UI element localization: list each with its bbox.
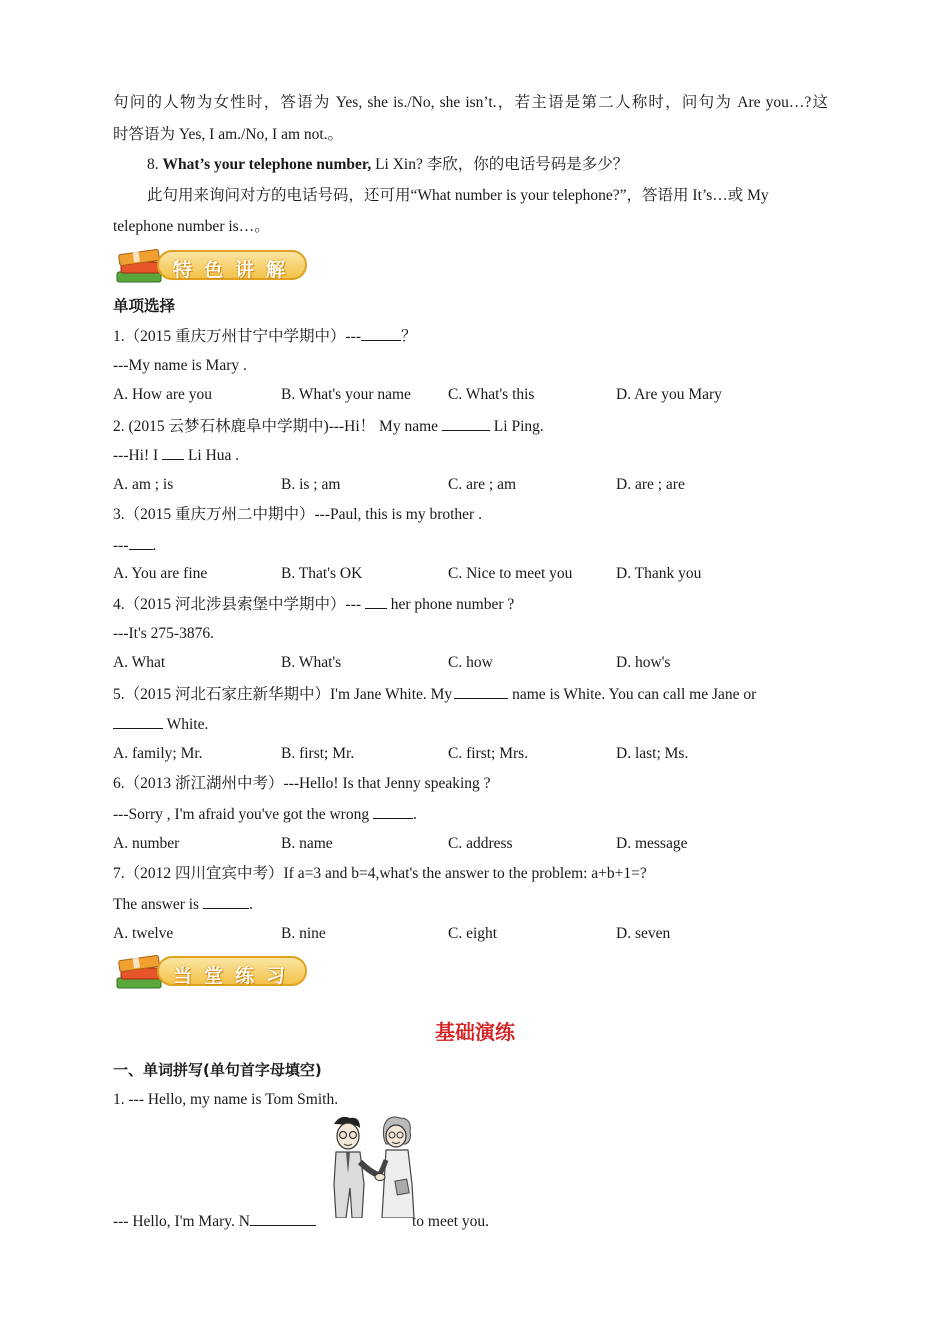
q2-option-a: A. am ; is bbox=[113, 476, 174, 493]
q3-option-d: D. Thank you bbox=[616, 565, 702, 582]
question-7-reply-end: . bbox=[248, 896, 253, 913]
answer-blank bbox=[361, 326, 401, 341]
question-5 bbox=[113, 684, 756, 705]
q6-option-c: C. address bbox=[448, 835, 513, 852]
q3-option-b: B. That's OK bbox=[281, 565, 363, 582]
question-6-reply bbox=[113, 804, 417, 825]
q3-option-c: C. Nice to meet you bbox=[448, 565, 573, 582]
question-3-stem: 3.（2015 重庆万州二中期中）---Paul, this is my brother . bbox=[113, 506, 482, 523]
question-3-reply bbox=[113, 535, 156, 556]
section-badge-features bbox=[113, 244, 309, 288]
q5-option-b: B. first; Mr. bbox=[281, 745, 355, 762]
q7-option-b: B. nine bbox=[281, 925, 326, 942]
q1-option-b: B. What's your name bbox=[281, 386, 411, 403]
answer-blank bbox=[454, 684, 508, 699]
question-4-stem-end: her phone number ? bbox=[386, 596, 515, 613]
handshake-illustration bbox=[326, 1114, 422, 1218]
answer-blank bbox=[373, 804, 413, 819]
q5-option-d: D. last; Ms. bbox=[616, 745, 689, 762]
question-7-reply-start: The answer is bbox=[113, 896, 203, 913]
question-4-reply: ---It's 275-3876. bbox=[113, 625, 214, 642]
intro-line-2: 时答语为 Yes, I am./No, I am not.。 bbox=[113, 126, 344, 143]
question-7-stem: 7.（2012 四川宜宾中考）If a=3 and b=4,what's the answer to the problem: a+b+1=? bbox=[113, 865, 647, 882]
q1-option-d: D. Are you Mary bbox=[616, 386, 722, 403]
question-5-stem: 5.（2015 河北石家庄新华期中）I'm Jane White. My bbox=[113, 686, 453, 703]
answer-blank bbox=[162, 445, 184, 460]
question-3-reply-start: --- bbox=[113, 537, 129, 554]
question-5-continued-text: White. bbox=[163, 716, 209, 733]
q4-option-a: A. What bbox=[113, 654, 166, 671]
question-6-stem: 6.（2013 浙江湖州中考）---Hello! Is that Jenny speaking ? bbox=[113, 775, 491, 792]
question-2-reply-end: Li Hua . bbox=[184, 447, 240, 464]
question-2-stem-end: Li Ping. bbox=[489, 418, 544, 435]
intro-line-4: 此句用来询问对方的电话号码，还可用“What number is your telephone?”，答语用 It’s…或 My bbox=[147, 187, 769, 204]
question-1 bbox=[113, 326, 417, 347]
q2-option-b: B. is ; am bbox=[281, 476, 341, 493]
q4-option-b: B. What's bbox=[281, 654, 342, 671]
badge-features-label: 特色讲解 bbox=[173, 259, 298, 281]
question-1-reply: ---My name is Mary . bbox=[113, 357, 247, 374]
q2-option-d: D. are ; are bbox=[616, 476, 685, 493]
intro-line-3-rest: Li Xin? 李欣，你的电话号码是多少？ bbox=[371, 156, 629, 173]
q7-option-d: D. seven bbox=[616, 925, 671, 942]
badge-practice-label: 当堂练习 bbox=[173, 965, 298, 987]
q6-option-a: A. number bbox=[113, 835, 180, 852]
part-1-answer-1-end: to meet you. bbox=[411, 1213, 490, 1230]
answer-blank bbox=[365, 594, 387, 609]
part-1-question-1: 1. --- Hello, my name is Tom Smith. bbox=[113, 1091, 339, 1108]
q1-option-a: A. How are you bbox=[113, 386, 213, 403]
q5-option-c: C. first; Mrs. bbox=[448, 745, 529, 762]
q3-option-a: A. You are fine bbox=[113, 565, 208, 582]
question-6-reply-end: . bbox=[412, 806, 417, 823]
question-3-reply-end: . bbox=[152, 537, 157, 554]
question-1-stem-end: ？ bbox=[401, 328, 417, 345]
q7-option-c: C. eight bbox=[448, 925, 498, 942]
section-badge-practice bbox=[113, 950, 309, 994]
part-1-answer-1-start: --- Hello, I'm Mary. N bbox=[113, 1213, 250, 1230]
intro-line-3 bbox=[147, 155, 628, 175]
answer-blank bbox=[113, 714, 163, 729]
question-7-reply bbox=[113, 894, 253, 915]
question-2-reply-start: ---Hi! I bbox=[113, 447, 163, 464]
answer-blank bbox=[203, 894, 249, 909]
question-5-continued bbox=[113, 714, 208, 735]
question-5-stem-end: name is White. You can call me Jane or bbox=[508, 686, 757, 703]
answer-blank bbox=[442, 416, 490, 431]
intro-line-5: telephone number is…。 bbox=[113, 218, 270, 235]
part-1-title: 一、单词拼写(单句首字母填空) bbox=[113, 1061, 322, 1079]
question-6-reply-start: ---Sorry , I'm afraid you've got the wrong bbox=[113, 806, 373, 823]
question-2-reply bbox=[113, 445, 239, 466]
question-1-stem: 1.（2015 重庆万州甘宁中学期中）--- bbox=[113, 328, 361, 345]
q4-option-d: D. how's bbox=[616, 654, 671, 671]
question-4-stem: 4.（2015 河北涉县索堡中学期中）--- bbox=[113, 596, 365, 613]
intro-line-1: 句问的人物为女性时，答语为 Yes, she is./No, she isn’t.，若主语是第二人称时，问句为 Are you…?这 bbox=[113, 94, 828, 111]
q2-option-c: C. are ; am bbox=[448, 476, 517, 493]
question-2 bbox=[113, 416, 544, 437]
q1-option-c: C. What's this bbox=[448, 386, 535, 403]
q6-option-b: B. name bbox=[281, 835, 333, 852]
practice-section-title: 基础演练 bbox=[435, 1020, 515, 1044]
q6-option-d: D. message bbox=[616, 835, 688, 852]
answer-blank bbox=[250, 1211, 316, 1226]
q4-option-c: C. how bbox=[448, 654, 493, 671]
question-2-stem: 2. (2015 云梦石林鹿阜中学期中)---Hi！ My name bbox=[113, 418, 442, 435]
section-single-choice-title: 单项选择 bbox=[113, 298, 176, 315]
q7-option-a: A. twelve bbox=[113, 925, 174, 942]
q5-option-a: A. family; Mr. bbox=[113, 745, 203, 762]
intro-line-3-bold: What’s your telephone number, bbox=[162, 156, 372, 173]
part-1-answer-1 bbox=[113, 1211, 489, 1232]
question-4 bbox=[113, 594, 514, 615]
intro-line-3-number: 8. bbox=[147, 156, 163, 173]
answer-blank bbox=[129, 535, 153, 550]
